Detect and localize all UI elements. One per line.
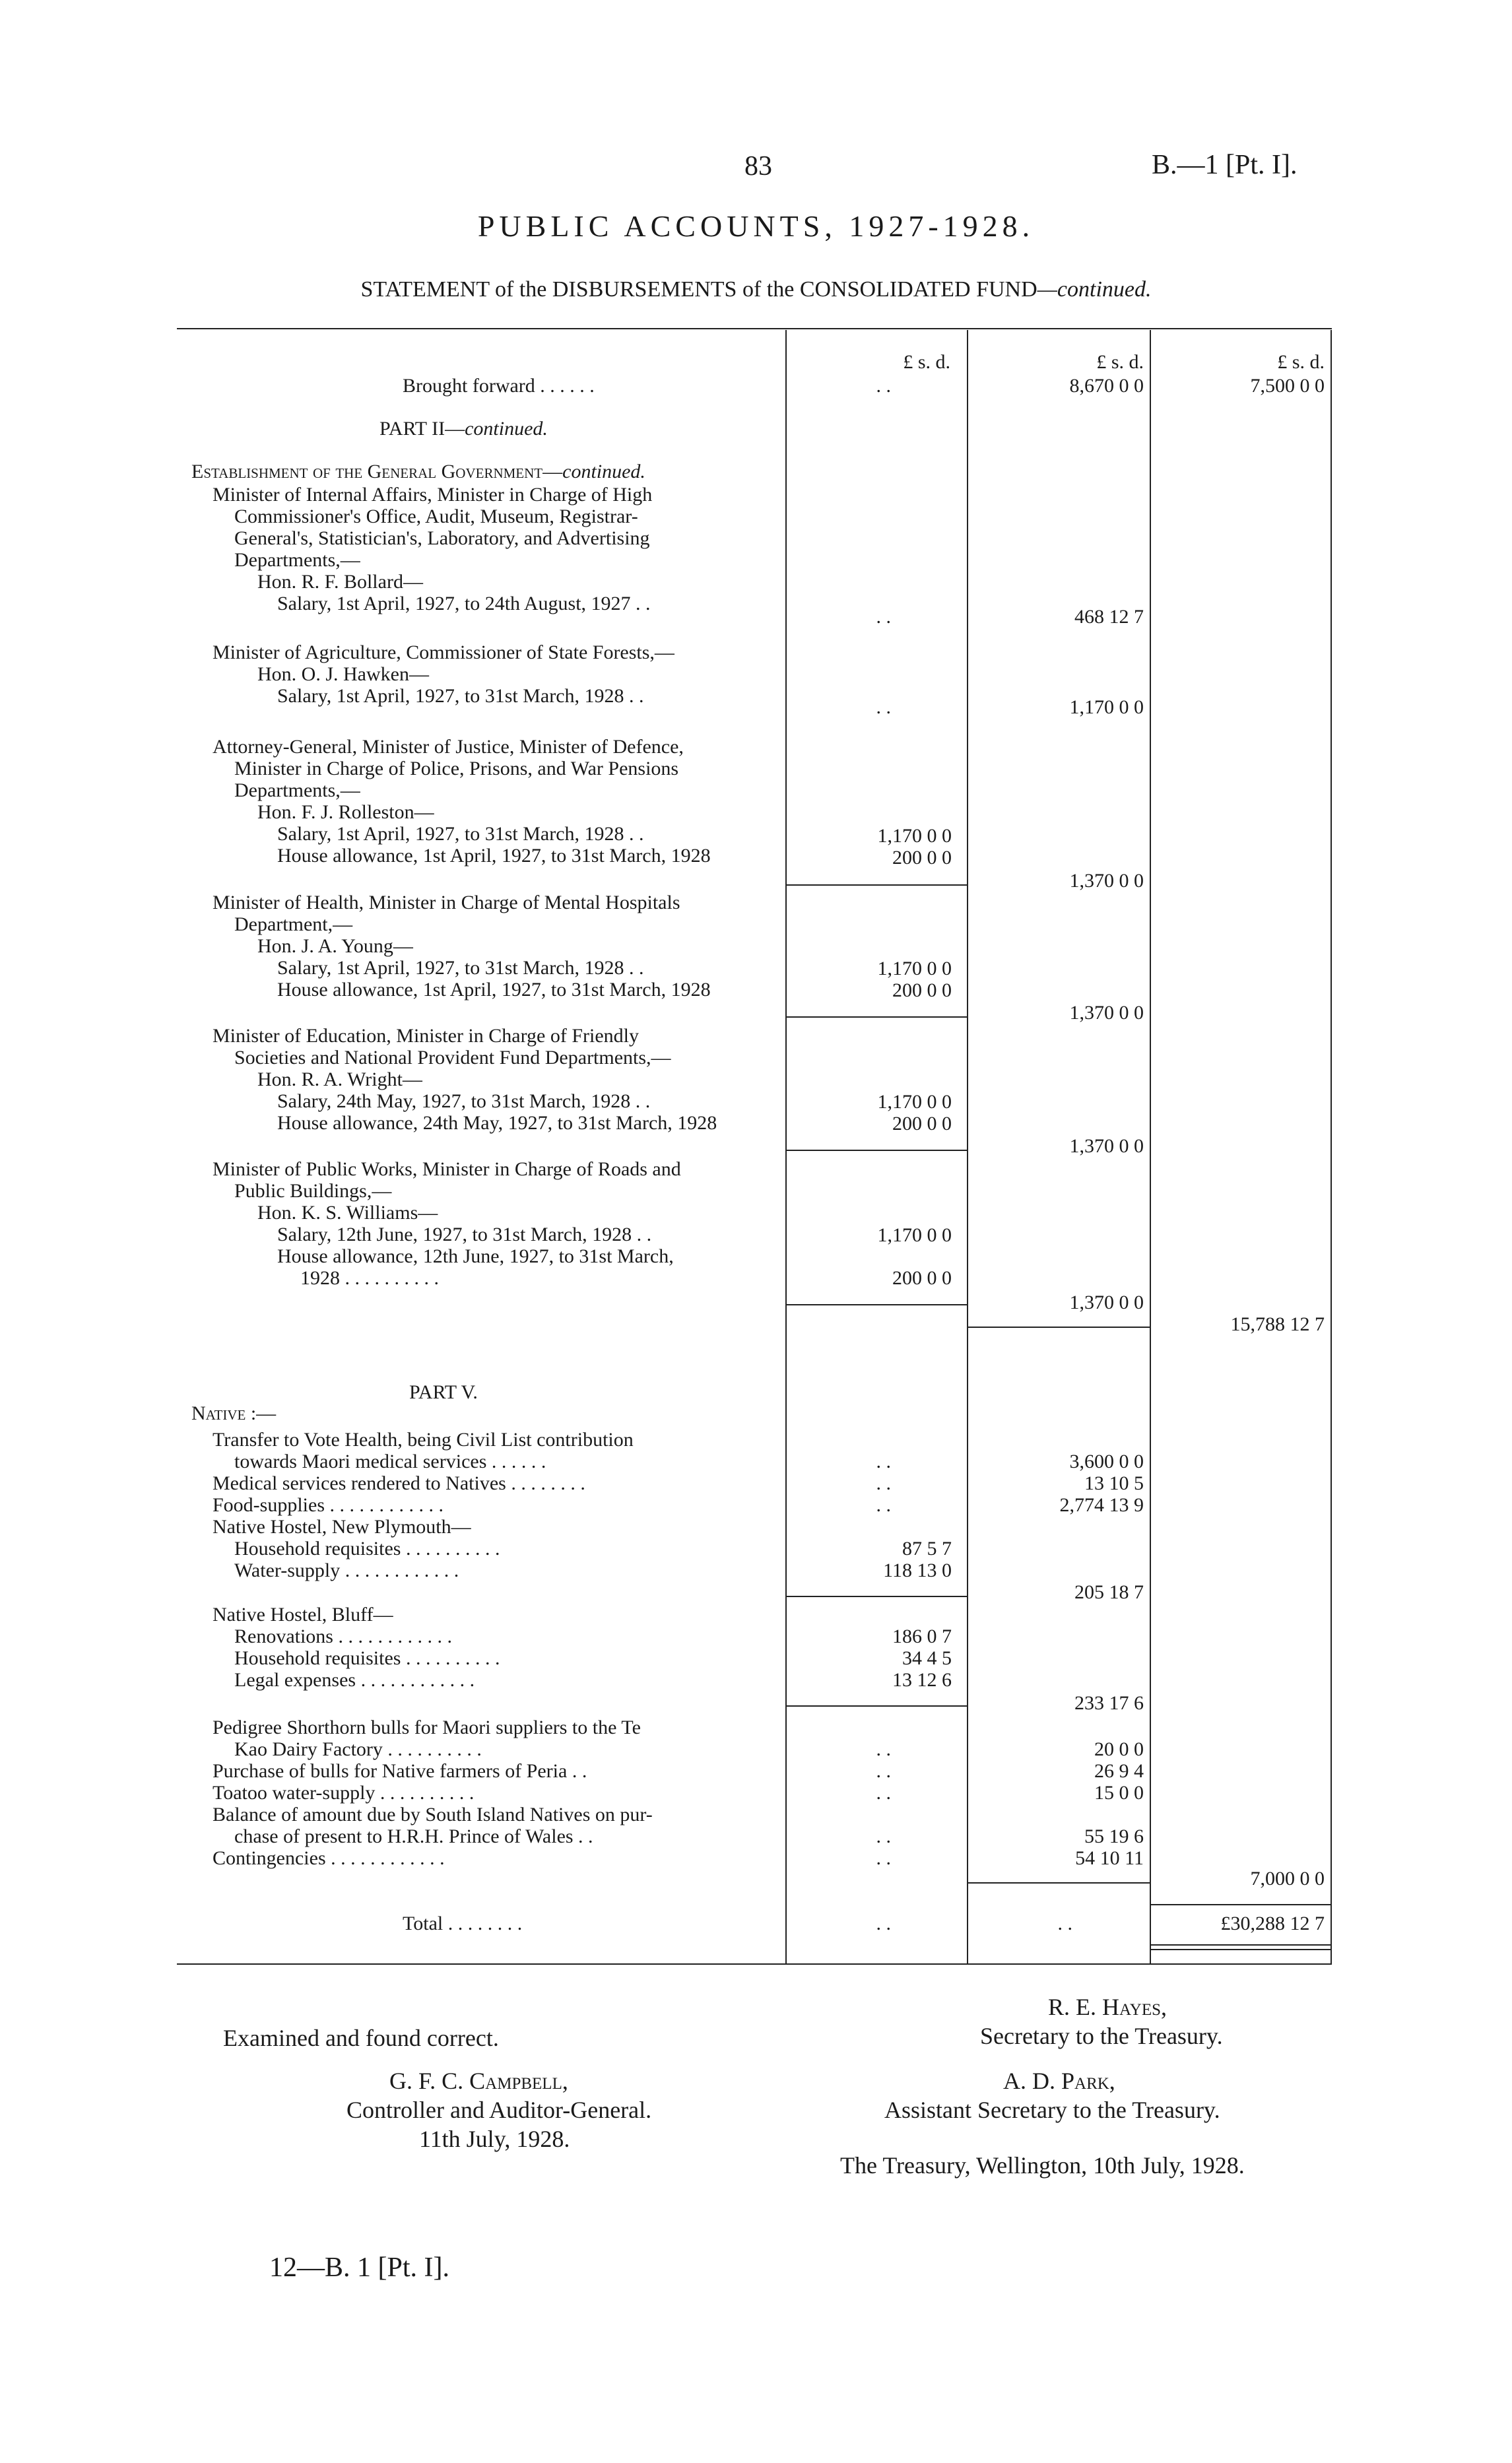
entry-line: Attorney-General, Minister of Justice, Minister of Defence, [213,736,684,758]
entry-line: Salary, 1st April, 1927, to 31st March, 1928 . . [277,685,644,707]
subtitle-main: STATEMENT of the DISBURSEMENTS of the CONSOLIDATED FUND [360,277,1037,302]
entry-line: Balance of amount due by South Island Natives on pur- [213,1804,653,1825]
subtotal-rule [787,1705,967,1707]
col1-value: . . [876,1847,891,1869]
brought-forward-col3: 7,500 0 0 [1250,375,1325,397]
table-top-rule [177,328,1332,329]
entry-line: Salary, 12th June, 1927, to 31st March, 1928 . . [277,1224,652,1245]
col3-value: 15,788 12 7 [1230,1313,1325,1335]
entry-line: House allowance, 12th June, 1927, to 31st March, [277,1245,674,1267]
subtotal-rule [787,1150,967,1151]
total-col2: . . [1057,1913,1072,1934]
col1-heading: £ s. d. [903,351,950,373]
part2-heading [379,418,548,440]
col2-value: 1,170 0 0 [1069,696,1144,718]
total-rule [1151,1904,1331,1905]
col1-value: 1,170 0 0 [877,825,952,847]
entry-line: Pedigree Shorthorn bulls for Maori suppliers to the Te [213,1717,641,1738]
col2-value: 3,600 0 0 [1069,1451,1144,1472]
entry-line: Contingencies . . . . . . . . . . . . [213,1847,445,1869]
col1-value: 200 0 0 [892,847,952,869]
col1-value: 1,170 0 0 [877,958,952,979]
col1-value: . . [876,1472,891,1494]
entry-line: Kao Dairy Factory . . . . . . . . . . [234,1738,482,1760]
grand-total: £30,288 12 7 [1220,1913,1325,1934]
col1-value: 200 0 0 [892,979,952,1001]
col2-value: 55 19 6 [1084,1825,1144,1847]
entry-line: chase of present to H.R.H. Prince of Wales . . [234,1825,593,1847]
entry-line: House allowance, 1st April, 1927, to 31st March, 1928 [277,979,711,1001]
col3-heading: £ s. d. [1277,351,1325,373]
col1-value: 186 0 7 [892,1626,952,1647]
entry-line: Commissioner's Office, Audit, Museum, Registrar- [234,506,638,527]
entry-line: Native Hostel, Bluff— [213,1604,393,1626]
col1-value: . . [876,606,891,628]
entry-line: General's, Statistician's, Laboratory, and Advertising [234,527,650,549]
entry-line: Purchase of bulls for Native farmers of Peria . . [213,1760,587,1782]
entry-line: Food-supplies . . . . . . . . . . . . [213,1494,444,1516]
secretary-name: R. E. Hayes, [1048,1994,1167,2020]
col2-value: 2,774 13 9 [1059,1494,1144,1516]
col2-value: 20 0 0 [1094,1738,1144,1760]
col2-value: 1,370 0 0 [1069,1135,1144,1157]
entry-line: Departments,— [234,549,360,571]
col2-value: 205 18 7 [1074,1581,1144,1603]
total-double-rule [1151,1949,1331,1950]
col2-heading: £ s. d. [1096,351,1144,373]
secretary-title: Secretary to the Treasury. [980,2023,1223,2049]
col2-value: 13 10 5 [1084,1472,1144,1494]
entry-line: Salary, 1st April, 1927, to 24th August, 1927 . . [277,593,651,614]
entry-line: Water-supply . . . . . . . . . . . . [234,1560,459,1581]
entry-line: Medical services rendered to Natives . . . . . . . . [213,1472,585,1494]
auditor-date: 11th July, 1928. [419,2126,570,2152]
total-col1: . . [876,1913,891,1934]
auditor-title: Controller and Auditor-General. [346,2097,652,2123]
page-subtitle [0,277,1512,302]
col3-value: 7,000 0 0 [1250,1868,1325,1889]
establishment-label: Establishment of the General Government— [191,461,563,482]
page-title: PUBLIC ACCOUNTS, 1927-1928. [477,209,1035,243]
col1-value: 34 4 5 [902,1647,952,1669]
brought-forward-col1: . . [876,375,891,397]
col1-value: 13 12 6 [892,1669,952,1691]
col1-value: 118 13 0 [883,1560,952,1581]
col2-value: 233 17 6 [1074,1692,1144,1714]
entry-line: Hon. J. A. Young— [257,935,413,957]
examined-statement: Examined and found correct. [223,2025,499,2051]
table-right-edge [1331,330,1332,1963]
entry-line: 1928 . . . . . . . . . . [300,1267,439,1289]
entry-line: Renovations . . . . . . . . . . . . [234,1626,452,1647]
col1-value: 87 5 7 [902,1538,952,1560]
col1-value: . . [876,1738,891,1760]
entry-line: Salary, 24th May, 1927, to 31st March, 1928 . . [277,1090,651,1112]
subtotal-rule [787,884,967,886]
entry-line: Salary, 1st April, 1927, to 31st March, 1928 . . [277,823,644,845]
col2-value: 1,370 0 0 [1069,1292,1144,1313]
part5-heading: PART V. [409,1381,478,1403]
entry-line: Hon. F. J. Rolleston— [257,801,434,823]
col1-divider [785,330,787,1963]
entry-line: Minister of Internal Affairs, Minister in Charge of High [213,484,653,506]
col1-value: . . [876,1825,891,1847]
col1-value: . . [876,1494,891,1516]
entry-line: Hon. R. F. Bollard— [257,571,423,593]
brought-forward-label: Brought forward . . . . . . [403,375,595,397]
document-reference: B.—1 [Pt. I]. [1152,150,1298,180]
entry-line: House allowance, 24th May, 1927, to 31st March, 1928 [277,1112,717,1134]
page-number: 83 [744,151,772,181]
entry-line: Legal expenses . . . . . . . . . . . . [234,1669,475,1691]
col2-value: 54 10 11 [1075,1847,1144,1869]
entry-line: Transfer to Vote Health, being Civil List contribution [213,1429,634,1451]
entry-line: Hon. K. S. Williams— [257,1202,438,1224]
entry-line: Minister of Agriculture, Commissioner of State Forests,— [213,641,674,663]
entry-line: Minister of Health, Minister in Charge of Mental Hospitals [213,892,680,913]
col2-value: 26 9 4 [1094,1760,1144,1782]
sheet-reference: 12—B. 1 [Pt. I]. [269,2252,449,2283]
entry-line: Minister in Charge of Police, Prisons, and War Pensions [234,758,679,779]
subtotal-rule [787,1304,967,1305]
part2-heading-cont: continued. [465,418,548,440]
entry-line: Toatoo water-supply . . . . . . . . . . [213,1782,475,1804]
entry-line: Societies and National Provident Fund Departments,— [234,1047,671,1068]
entry-line: Departments,— [234,779,360,801]
entry-line: Department,— [234,913,353,935]
subtotal-rule [787,1016,967,1018]
entry-line: House allowance, 1st April, 1927, to 31st March, 1928 [277,845,711,867]
brought-forward-col2: 8,670 0 0 [1069,375,1144,397]
col3-divider [1150,330,1151,1963]
establishment-cont: continued. [562,461,645,482]
place-and-date: The Treasury, Wellington, 10th July, 1928. [840,2152,1245,2179]
subtitle-continued: —continued. [1037,277,1152,302]
establishment-heading [191,461,645,483]
table-bottom-rule [177,1963,1332,1965]
col1-value: . . [876,1782,891,1804]
col2-value: 1,370 0 0 [1069,1002,1144,1024]
col1-value: 200 0 0 [892,1113,952,1134]
entry-line: towards Maori medical services . . . . . . [234,1451,546,1472]
entry-line: Minister of Education, Minister in Charge of Friendly [213,1025,640,1047]
col2-value: 468 12 7 [1074,606,1144,628]
part2-heading-text: PART II— [379,418,465,440]
col1-value: 1,170 0 0 [877,1091,952,1113]
entry-line: Native Hostel, New Plymouth— [213,1516,471,1538]
entry-line: Hon. R. A. Wright— [257,1068,422,1090]
native-heading: Native :— [191,1402,277,1424]
total-label: Total . . . . . . . . [403,1913,523,1934]
assistant-name: A. D. Park, [1003,2068,1115,2094]
entry-line: Household requisites . . . . . . . . . . [234,1647,500,1669]
assistant-title: Assistant Secretary to the Treasury. [884,2097,1220,2123]
col1-value: 200 0 0 [892,1267,952,1289]
col2-value: 1,370 0 0 [1069,870,1144,892]
subtotal-rule [787,1596,967,1597]
col1-value: . . [876,1760,891,1782]
total-double-rule [1151,1944,1331,1946]
col2-divider [967,330,968,1963]
col1-value: . . [876,696,891,718]
col2-value: 15 0 0 [1094,1782,1144,1804]
col1-value: 1,170 0 0 [877,1224,952,1246]
col1-value: . . [876,1451,891,1472]
entry-line: Hon. O. J. Hawken— [257,663,429,685]
subtotal-rule [968,1882,1150,1884]
entry-line: Public Buildings,— [234,1180,392,1202]
entry-line: Household requisites . . . . . . . . . . [234,1538,500,1560]
entry-line: Salary, 1st April, 1927, to 31st March, 1928 . . [277,957,644,979]
auditor-name: G. F. C. Campbell, [389,2068,568,2094]
subtotal-rule [968,1327,1150,1328]
entry-line: Minister of Public Works, Minister in Charge of Roads and [213,1158,681,1180]
